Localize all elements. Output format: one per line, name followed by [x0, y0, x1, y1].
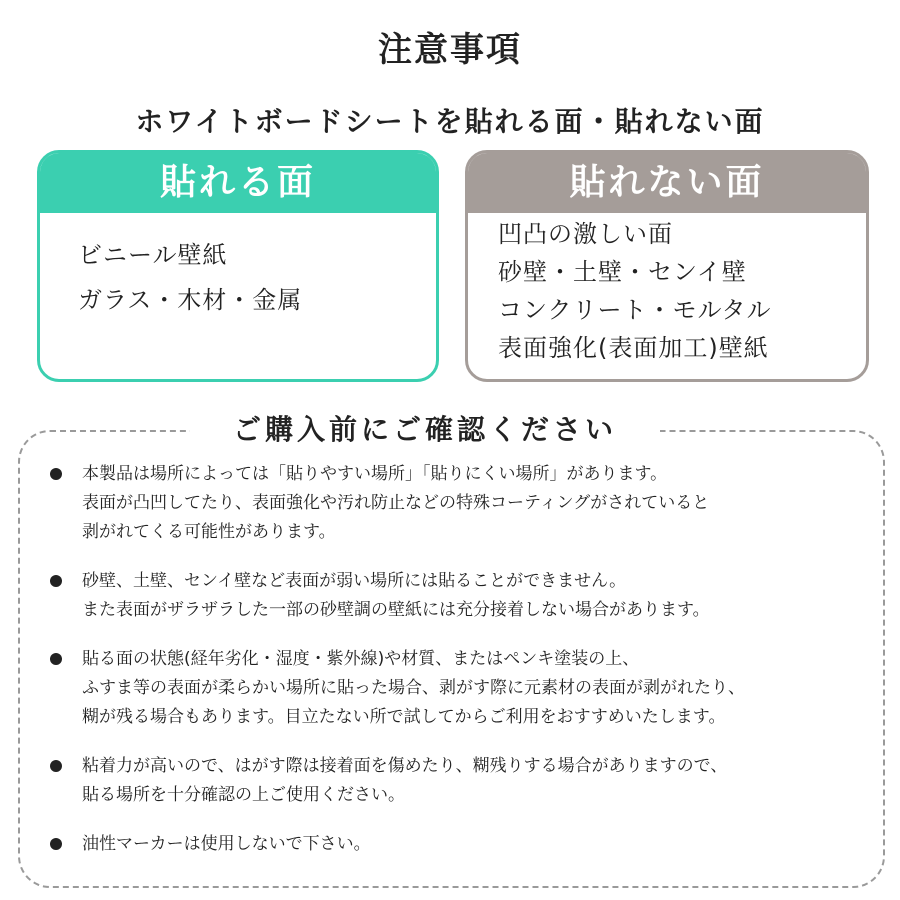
notice-line: 糊が残る場合もあります。目立たない所で試してからご利用をおすすめいたします。: [82, 707, 726, 727]
notice-line: 表面が凸凹してたり、表面強化や汚れ防止などの特殊コーティングがされていると: [82, 493, 710, 513]
usable-surface-item: ビニール壁紙: [78, 241, 228, 269]
notice-line: 貼る場所を十分確認の上ご使用ください。: [82, 785, 405, 805]
notice-line: 粘着力が高いので、はがす際は接着面を傷めたり、糊残りする場合がありますので、: [82, 756, 728, 776]
notice-line: ふすま等の表面が柔らかい場所に貼った場合、剥がす際に元素材の表面が剥がれたり、: [82, 678, 745, 698]
notice-title: ご購入前にご確認ください: [190, 408, 660, 452]
unusable-surface-item: 表面強化(表面加工)壁紙: [498, 334, 769, 362]
usable-surfaces-list: [40, 213, 436, 323]
notice-line: 剥がれてくる可能性があります。: [82, 522, 336, 542]
unusable-surface-item: 砂壁・土壁・センイ壁: [498, 258, 747, 286]
notice-list: [50, 460, 880, 879]
notice-item: [50, 830, 880, 859]
unusable-surface-item: コンクリート・モルタル: [498, 296, 772, 324]
notice-line: 本製品は場所によっては「貼りやすい場所」「貼りにくい場所」があります。: [82, 464, 668, 484]
notice-item: [50, 645, 880, 732]
bullet-dot-icon: [50, 760, 62, 772]
notice-line: 油性マーカーは使用しないで下さい。: [82, 834, 371, 854]
notice-line: 貼る面の状態(経年劣化・湿度・紫外線)や材質、またはペンキ塗装の上、: [82, 649, 640, 669]
page-subtitle: ホワイトボードシートを貼れる面・貼れない面: [135, 105, 765, 138]
unusable-surfaces-list: [468, 213, 866, 367]
notice-item: [50, 752, 880, 810]
usable-surface-item: ガラス・木材・金属: [78, 286, 303, 314]
page-title: 注意事項: [378, 30, 522, 70]
notice-line: また表面がザラザラした一部の砂壁調の壁紙には充分接着しない場合があります。: [82, 600, 710, 620]
bullet-dot-icon: [50, 468, 62, 480]
unusable-surfaces-heading: 貼れない面: [468, 153, 866, 213]
notice-item: [50, 567, 880, 625]
unusable-surfaces-box: [465, 150, 869, 382]
bullet-dot-icon: [50, 838, 62, 850]
notice-item: [50, 460, 880, 547]
bullet-dot-icon: [50, 575, 62, 587]
unusable-surface-item: 凹凸の激しい面: [498, 220, 673, 248]
bullet-dot-icon: [50, 653, 62, 665]
usable-surfaces-heading: 貼れる面: [40, 153, 436, 213]
notice-line: 砂壁、土壁、センイ壁など表面が弱い場所には貼ることができません。: [82, 571, 627, 591]
usable-surfaces-box: [37, 150, 439, 382]
